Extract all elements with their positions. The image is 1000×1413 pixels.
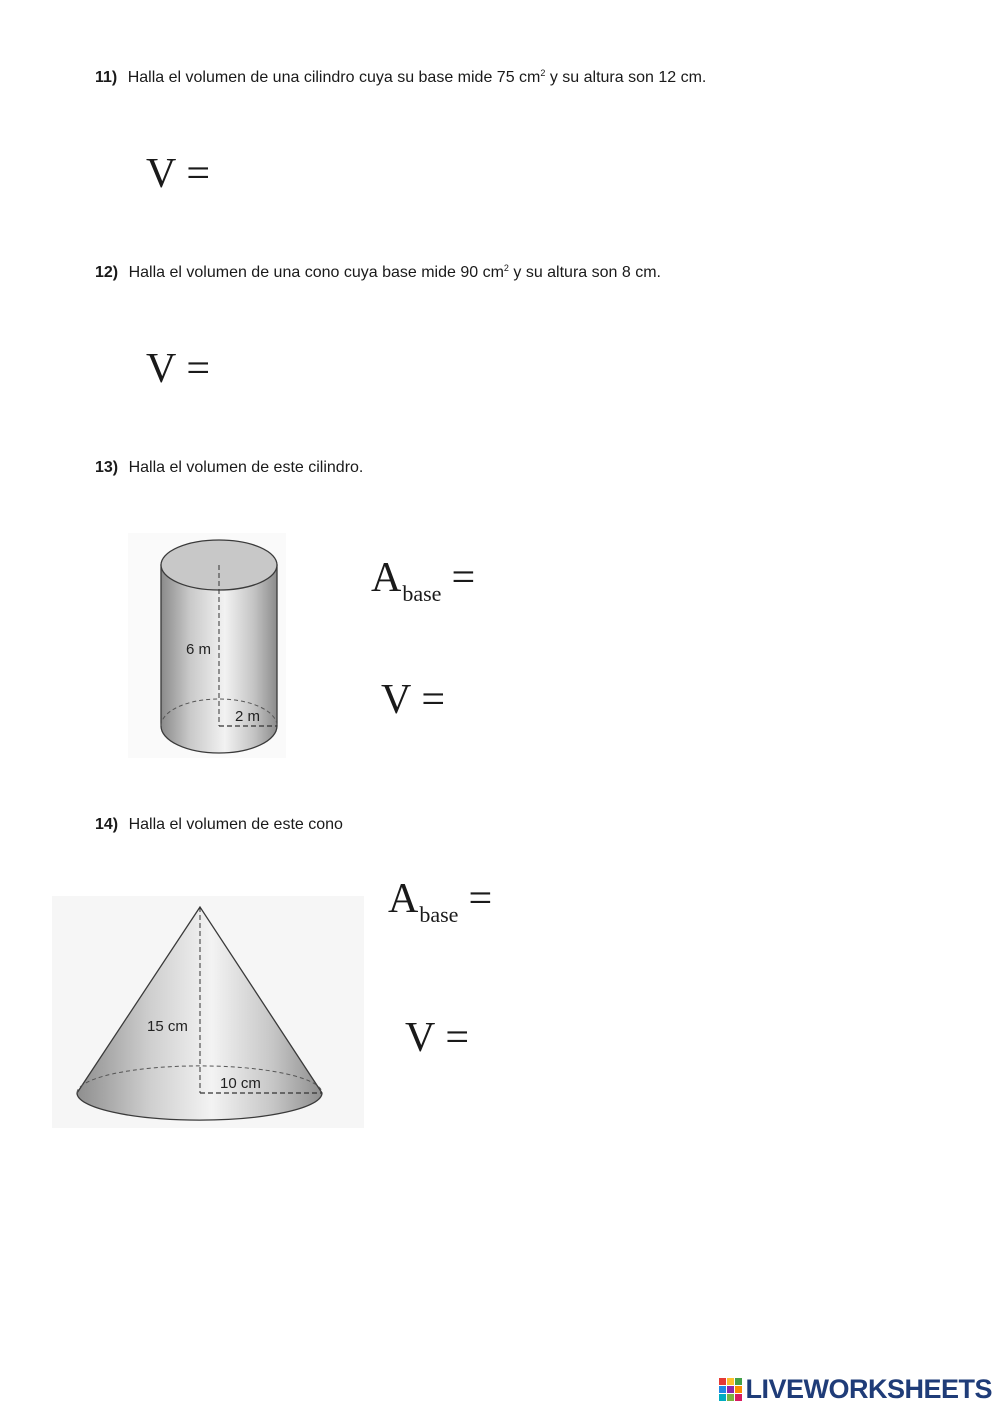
question-12 — [95, 263, 661, 282]
cylinder-height-label: 6 m — [186, 641, 212, 658]
cone-height-label: 15 cm — [147, 1018, 188, 1035]
superscript: 2 — [503, 263, 509, 273]
question-number: 14) — [95, 816, 119, 833]
v-symbol: V — [146, 346, 177, 392]
liveworksheets-logo — [719, 1374, 992, 1405]
cylinder-figure — [128, 533, 286, 758]
question-13 — [95, 459, 363, 477]
v-symbol: V — [405, 1015, 436, 1061]
question-11 — [95, 68, 706, 87]
question-14 — [95, 816, 343, 834]
answer-abase-14 — [388, 876, 493, 927]
question-text: Halla el volumen de este cono — [128, 816, 343, 833]
answer-abase-13 — [371, 555, 476, 606]
a-symbol: A — [388, 876, 419, 922]
cylinder-radius-label: 2 m — [235, 708, 261, 725]
question-text-end: y su altura son 12 cm. — [545, 69, 707, 86]
cone-figure — [52, 896, 364, 1128]
superscript: 2 — [540, 68, 546, 78]
v-symbol: V — [146, 151, 177, 197]
answer-v-11 — [146, 153, 210, 195]
answer-v-14 — [405, 1017, 469, 1059]
equals-sign: = — [445, 1015, 470, 1061]
v-symbol: V — [381, 677, 412, 723]
base-subscript: base — [419, 902, 459, 927]
question-text: Halla el volumen de una cono cuya base mide 90 cm — [128, 264, 504, 281]
question-text: Halla el volumen de este cilindro. — [128, 459, 364, 476]
equals-sign: = — [421, 677, 446, 723]
logo-text: LIVEWORKSHEETS — [745, 1374, 992, 1404]
equals-sign: = — [186, 346, 211, 392]
answer-v-13 — [381, 679, 445, 721]
equals-sign: = — [451, 555, 476, 601]
equals-sign: = — [468, 876, 493, 922]
base-subscript: base — [402, 581, 442, 606]
equals-sign: = — [186, 151, 211, 197]
a-symbol: A — [371, 555, 402, 601]
question-text: Halla el volumen de una cilindro cuya su base mide 75 cm — [127, 69, 541, 86]
question-text-end: y su altura son 8 cm. — [508, 264, 661, 281]
cone-radius-label: 10 cm — [220, 1075, 261, 1092]
question-number: 12) — [95, 264, 119, 281]
logo-grid-icon — [719, 1378, 743, 1402]
question-number: 13) — [95, 459, 119, 476]
answer-v-12 — [146, 348, 210, 390]
question-number: 11) — [95, 69, 118, 86]
